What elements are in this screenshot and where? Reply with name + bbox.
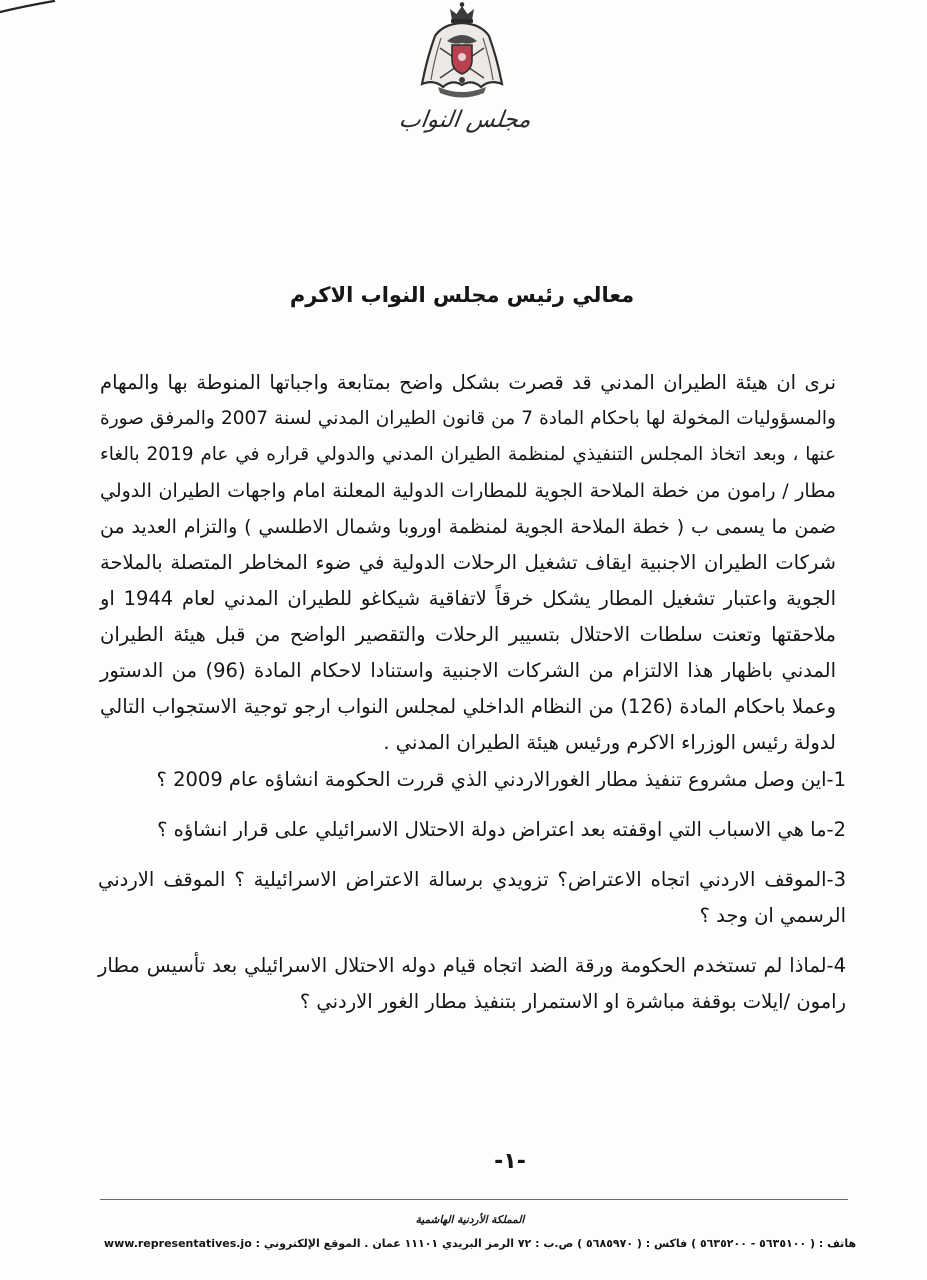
footer-country-name: المملكة الأردنية الهاشمية [415, 1214, 525, 1226]
contact-details: هاتف : ( ٥٦٣٥١٠٠ - ٥٦٣٥٢٠٠ ) فاكس : ( ٥٦٨٥٩٧٠ ) ص.ب : ٧٢ الرمز البريدي ١١١٠١ عمان . الموقع الإلكتروني : [255, 1237, 857, 1250]
body-line-1: نرى ان هيئة الطيران المدني قد قصرت بشكل واضح بمتابعة واجباتها المنوطة بها والمهام [100, 371, 836, 394]
body-line-11: لدولة رئيس الوزراء الاكرم ورئيس هيئة الطيران المدني . [383, 731, 836, 754]
footer-contact-line [100, 1234, 860, 1254]
pen-stroke-mark [0, 0, 60, 14]
question-1 [98, 762, 846, 798]
question-1-line-1: 1-اين وصل مشروع تنفيذ مطار الغورالاردني الذي قررت الحكومة انشاؤه عام 2009 ؟ [156, 768, 846, 791]
question-3 [98, 862, 846, 934]
body-line-3: عنها ، وبعد اتخاذ المجلس التنفيذي لمنظمة الطيران المدني والدولي قراره في عام 2019 بالغاء [100, 444, 836, 465]
letter-body [100, 365, 836, 761]
question-4-line-1: 4-لماذا لم تستخدم الحكومة ورقة الضد اتجاه قيام دوله الاحتلال الاسرائيلي بعد تأسيس مطار [98, 954, 846, 977]
body-line-6: شركات الطيران الاجنبية ايقاف تشغيل الرحلات الدولية في ضوء المخاطر المتصلة بالملاحة [100, 551, 836, 574]
question-3-line-1: 3-الموقف الاردني اتجاه الاعتراض؟ تزويدي برسالة الاعتراض الاسرائيلية ؟ الموقف الاردني [98, 868, 846, 891]
body-line-7: الجوية واعتبار تشغيل المطار يشكل خرقاً لاتفاقية شيكاغو للطيران المدني لعام 1944 او [100, 587, 836, 610]
body-line-10: وعملا باحكام المادة (126) من النظام الداخلي لمجلس النواب ارجو توجية الاستجواب التالي [100, 695, 836, 718]
question-4 [98, 948, 846, 1020]
question-2-line-1: 2-ما هي الاسباب التي اوقفته بعد اعتراض دولة الاحتلال الاسرائيلي على قرار انشاؤه ؟ [157, 818, 846, 841]
question-3-line-2: الرسمي ان وجد ؟ [699, 904, 846, 927]
body-line-9: المدني باظهار هذا الالتزام من الشركات الاجنبية واستنادا لاحكام المادة (96) من الدستور [100, 659, 836, 682]
letter-salutation: معالي رئيس مجلس النواب الاكرم [289, 283, 635, 307]
question-2 [98, 812, 846, 848]
body-line-2: والمسؤوليات المخولة لها باحكام المادة 7 من قانون الطيران المدني لسنة 2007 والمرفق صورة [100, 408, 836, 429]
footer-divider [100, 1199, 848, 1200]
page-number: -١- [494, 1149, 526, 1174]
jordan-coat-of-arms-icon [412, 0, 512, 102]
body-line-5: ضمن ما يسمى ب ( خطة الملاحة الجوية لمنظمة اوروبا وشمال الاطلسي ) والتزام العديد من [100, 516, 836, 538]
institution-name: مجلس النواب [397, 107, 533, 133]
question-4-line-2: رامون /ايلات بوقفة مباشرة او الاستمرار بتنفيذ مطار الغور الاردني ؟ [299, 990, 846, 1013]
website-address: www.representatives.jo [103, 1237, 252, 1250]
body-line-8: ملاحقتها وتعنت سلطات الاحتلال بتسيير الرحلات والتقصير الواضح من قبل هيئة الطيران [100, 623, 836, 646]
body-line-4: مطار / رامون من خطة الملاحة الجوية للمطارات الدولية المعلنة امام واجهات الطيران الدولي [100, 480, 836, 502]
question-list [98, 762, 846, 1034]
